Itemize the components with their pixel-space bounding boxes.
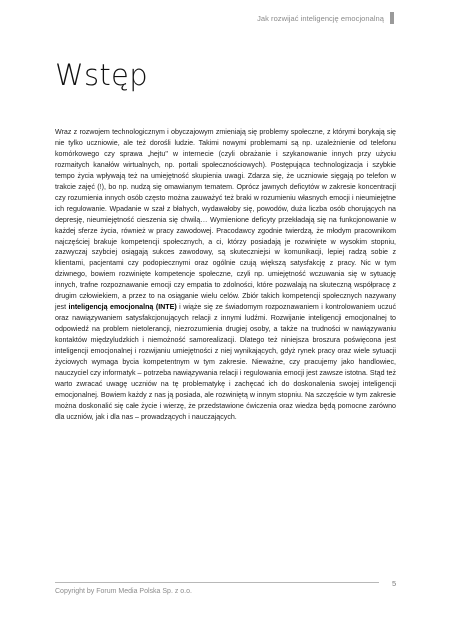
intro-bold-term: inteligencją emocjonalną (INTE) — [68, 303, 177, 312]
copyright-notice: Copyright by Forum Media Polska Sp. z o.o. — [55, 588, 192, 595]
intro-text-part1: Wraz z rozwojem technologicznym i obyczajowym zmieniają się problemy społeczne, z którymi borykają się nie tylko uczniowie, ale też dorośli ludzie. Takimi nowymi problemami są np. uzależnienie od telefonu komórkowego czy sprawa „hejtu" w internecie (czyli obrażanie i szykanowanie innych przy użyciu rozmaitych kanałów wirtualnych, np. portali społecznościowych). Postępująca technologizacja i szybkie tempo życia wpływają też na umiejętność skupienia uwagi. Zdarza się, że uczniowie sięgają po telefon w trakcie zajęć (!), bo np. nudzą się omawianym tematem. Oprócz jawnych deficytów w zakresie koncentracji czy rozumienia innych osób często można zauważyć też braki w rozumieniu własnych emocji i nieumiejętne ich regulowanie. Wpadanie w szał z błahych, wydawałoby się, powodów, duża liczba osób chorujących na depresję, nieumiejętność cieszenia się chwilą… Wymienione deficyty przekładają się na funkcjonowanie w każdej sferze życia, również w pracy zawodowej. Pracodawcy zgodnie twierdzą, że młodym pracownikom najczęściej brakuje kompetencji społecznych, a ci, którzy posiadają je rozwinięte w wysokim stopniu, zazwyczaj szybciej osiągają sukces zawodowy, są skuteczniejsi w komunikacji, lepiej radzą sobie z klientami, pacjentami czy podopiecznymi oraz ogólnie czują większą satysfakcję z pracy. Nic w tym dziwnego, bowiem rozwinięte kompetencje społeczne, czyli np. umiejętność wczuwania się w sytuację innych, trafne rozpoznawanie emocji czy empatia to zdolności, które pozwalają na skuteczną współpracę z drugim człowiekiem, a przez to na osiąganie wielu celów. Zbiór takich kompetencji społecznych nazywany jest — [55, 128, 396, 312]
footer-divider — [55, 582, 379, 583]
intro-text-part2: i wiąże się ze świadomym rozpoznawaniem i kontrolowaniem uczuć oraz nawiązywaniem satysfakcjonujących relacji z innymi ludźmi. Rozwijanie inteligencji emocjonalnej to odpowiedź na problem nietolerancji, niezrozumienia drugiej osoby, a także na trudności w nawiązywaniu kontaktów międzyludzkich i niemożność samorealizacji. Dlatego też niniejsza broszura poświęcona jest inteligencji emocjonalnej i rozwijaniu umiejętności z niej wynikających, gdyż rynek pracy oraz wiele sytuacji życiowych wymaga bycia kompetentnym w tym zakresie. Nieważne, czy pracujemy jako handlowiec, nauczyciel czy informatyk – potrzeba nawiązywania relacji i regulowania emocji jest zawsze istotna. Stąd też warto zwracać uwagę uczniów na tę problematykę i zachęcać ich do doskonalenia swojej inteligencji emocjonalnej. Bowiem każdy z nas ją posiada, ale rozwiniętą w innym stopniu. Na szczęście w tym zakresie można doskonalić się całe życie i wierzę, że przedstawione ćwiczenia oraz wiedza będą pomocne zarówno dla uczniów, jak i dla nas – prowadzących i nauczających. — [55, 303, 397, 421]
intro-paragraph — [55, 127, 396, 423]
page-title: Wstęp — [55, 58, 148, 92]
running-title: Jak rozwijać inteligencję emocjonalną — [257, 13, 384, 23]
running-header — [257, 12, 394, 24]
header-marker — [390, 12, 394, 24]
page-number: 5 — [392, 579, 397, 588]
